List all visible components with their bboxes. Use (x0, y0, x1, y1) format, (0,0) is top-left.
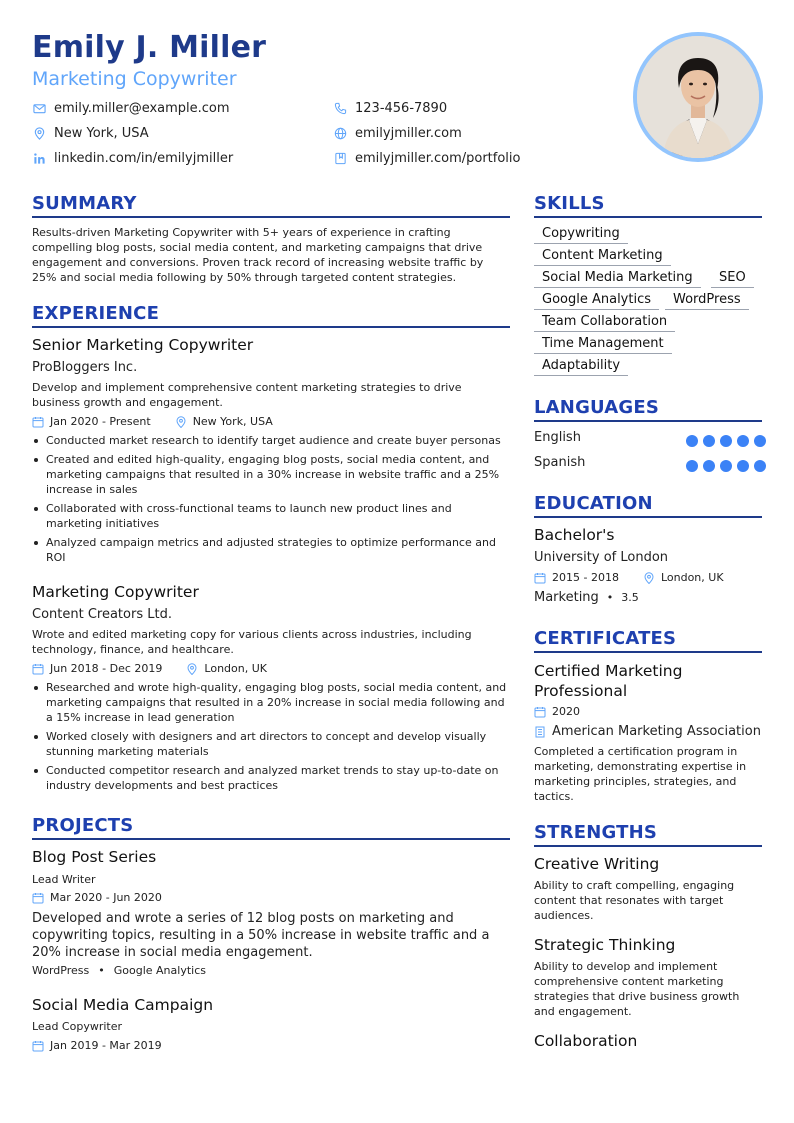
certificate-issuer: American Marketing Association (552, 724, 761, 739)
school: University of London (534, 550, 669, 565)
candidate-name: Emily J. Miller (32, 30, 267, 65)
contact-website[interactable] (333, 126, 462, 141)
calendar-icon (534, 572, 546, 584)
projects-heading: PROJECTS (32, 815, 134, 836)
job-meta (32, 662, 267, 675)
project-meta (32, 891, 162, 904)
linkedin-text: linkedin.com/in/emilyjmiller (54, 151, 234, 166)
calendar-icon (32, 1040, 44, 1052)
skill-tag: SEO (711, 270, 754, 288)
education-meta (534, 571, 724, 584)
separator-dot: • (606, 591, 614, 604)
language-level (686, 460, 766, 472)
strength-description: Ability to craft compelling, engaging content that resonates with target audiences. (534, 879, 735, 922)
education-field-row (534, 590, 639, 605)
project-tools (32, 964, 206, 977)
strength-description: Ability to develop and implement comprehensive content marketing strategies that drive business growth and engagement. (534, 960, 740, 1018)
level-dot (686, 460, 698, 472)
skill-tag: Time Management (534, 336, 672, 354)
job-title: Marketing Copywriter (32, 583, 199, 601)
skill-tag: Social Media Marketing (534, 270, 701, 288)
degree: Bachelor's (534, 526, 615, 544)
education-location: London, UK (660, 571, 724, 584)
contact-email[interactable] (32, 101, 230, 116)
calendar-icon (32, 416, 44, 428)
skill-tag: WordPress (665, 292, 749, 310)
list-item: Analyzed campaign metrics and adjusted strategies to optimize performance and ROI (32, 535, 510, 565)
summary-text: Results-driven Marketing Copywriter with 5+ years of experience in crafting compelling blog posts, social media content, and marketing campaigns that drive engagement and conversions. Proven track record of increasing website traffic by 25% and social media following by 50% through targeted content strategies. (32, 226, 484, 284)
strength-title: Strategic Thinking (534, 936, 676, 954)
list-item: Conducted competitor research and analyzed market trends to stay up-to-date on industry developments and best practices (32, 763, 510, 793)
gpa: 3.5 (621, 591, 639, 604)
envelope-icon (32, 102, 46, 116)
project-title: Social Media Campaign (32, 996, 214, 1014)
project-role: Lead Writer (32, 873, 96, 886)
certificate-description: Completed a certification program in marketing, demonstrating expertise in marketing principles, strategies, and tactics. (534, 745, 747, 803)
skills-heading: SKILLS (534, 193, 605, 214)
profile-photo (633, 32, 763, 162)
level-dot (754, 460, 766, 472)
contact-linkedin[interactable] (32, 151, 233, 166)
level-dot (737, 460, 749, 472)
education-heading: EDUCATION (534, 493, 653, 514)
separator-dot: • (98, 964, 105, 977)
email-text: emily.miller@example.com (54, 101, 230, 116)
job-dates: Jan 2020 - Present (50, 415, 151, 428)
website-text: emilyjmiller.com (355, 126, 462, 141)
project-description: Developed and wrote a series of 12 blog posts on marketing and copywriting topics, resulting in a 50% increase in website traffic and a 20% increase in social media engagement. (32, 911, 490, 960)
job-bullets (32, 433, 510, 569)
strengths-divider (534, 845, 762, 847)
strengths-heading: STRENGTHS (534, 822, 658, 843)
certificate-year: 2020 (552, 705, 580, 718)
calendar-icon (534, 706, 546, 718)
contact-portfolio[interactable] (333, 151, 520, 166)
job-company: ProBloggers Inc. (32, 360, 138, 375)
location-text: New York, USA (54, 126, 149, 141)
location-pin-icon (32, 127, 46, 141)
project-tool: WordPress (32, 964, 90, 977)
level-dot (703, 460, 715, 472)
education-divider (534, 516, 762, 518)
level-dot (754, 435, 766, 447)
linkedin-icon (32, 152, 46, 166)
project-dates: Jan 2019 - Mar 2019 (50, 1039, 162, 1052)
level-dot (737, 435, 749, 447)
project-tool: Google Analytics (113, 964, 206, 977)
job-meta (32, 415, 273, 428)
level-dot (720, 460, 732, 472)
job-location: London, UK (204, 662, 268, 675)
calendar-icon (32, 663, 44, 675)
job-description: Develop and implement comprehensive content marketing strategies to drive business growth and engagement. (32, 381, 462, 409)
certificates-divider (534, 651, 762, 653)
portfolio-text: emilyjmiller.com/portfolio (355, 151, 521, 166)
skill-tag: Google Analytics (534, 292, 659, 310)
level-dot (686, 435, 698, 447)
certificate-name: Certified Marketing Professional (534, 662, 683, 700)
summary-heading: SUMMARY (32, 193, 137, 214)
experience-heading: EXPERIENCE (32, 303, 160, 324)
location-pin-icon (643, 572, 655, 584)
field-of-study: Marketing (534, 590, 599, 605)
languages-divider (534, 420, 762, 422)
location-pin-icon (175, 416, 187, 428)
education-dates: 2015 - 2018 (552, 571, 619, 584)
list-item: Worked closely with designers and art directors to concept and develop visually stunning marketing materials (32, 729, 510, 759)
strength-title: Creative Writing (534, 855, 660, 873)
bookmark-icon (333, 152, 347, 166)
project-meta (32, 1039, 162, 1052)
strength-title: Collaboration (534, 1032, 638, 1050)
globe-icon (333, 127, 347, 141)
skill-tag: Content Marketing (534, 248, 671, 266)
level-dot (720, 435, 732, 447)
calendar-icon (32, 892, 44, 904)
language-level (686, 435, 766, 447)
languages-heading: LANGUAGES (534, 397, 660, 418)
project-dates: Mar 2020 - Jun 2020 (50, 891, 162, 904)
summary-divider (32, 216, 510, 218)
phone-text: 123-456-7890 (355, 101, 448, 116)
job-bullets (32, 680, 510, 797)
language-name: Spanish (534, 455, 586, 470)
certificates-heading: CERTIFICATES (534, 628, 677, 649)
job-company: Content Creators Ltd. (32, 607, 172, 622)
skill-tag: Team Collaboration (534, 314, 675, 332)
job-location: New York, USA (192, 415, 273, 428)
projects-divider (32, 838, 510, 840)
list-item: Collaborated with cross-functional teams to launch new product lines and marketing initiatives (32, 501, 510, 531)
job-dates: Jun 2018 - Dec 2019 (50, 662, 163, 675)
list-item: Researched and wrote high-quality, engaging blog posts, social media content, and marketing campaigns that resulted in a 20% increase in social media following and a 15% increase in lead generation (32, 680, 510, 725)
job-title: Senior Marketing Copywriter (32, 336, 254, 354)
project-title: Blog Post Series (32, 848, 157, 866)
skills-divider (534, 216, 762, 218)
contact-location (32, 126, 149, 141)
contact-phone[interactable] (333, 101, 447, 116)
certificate-year-row (534, 705, 580, 718)
level-dot (703, 435, 715, 447)
list-item: Created and edited high-quality, engaging blog posts, social media content, and marketing campaigns that resulted in a 30% increase in website traffic and a 25% increase in sales (32, 452, 510, 497)
job-description: Wrote and edited marketing copy for various clients across industries, including technology, finance, and healthcare. (32, 628, 472, 656)
building-icon (534, 726, 546, 738)
candidate-role: Marketing Copywriter (32, 68, 237, 90)
project-role: Lead Copywriter (32, 1020, 123, 1033)
phone-icon (333, 102, 347, 116)
skill-tag: Adaptability (534, 358, 628, 376)
location-pin-icon (186, 663, 198, 675)
language-name: English (534, 430, 581, 445)
list-item: Conducted market research to identify target audience and create buyer personas (32, 433, 510, 448)
certificate-issuer-row (534, 724, 761, 739)
experience-divider (32, 326, 510, 328)
skill-tag: Copywriting (534, 226, 628, 244)
